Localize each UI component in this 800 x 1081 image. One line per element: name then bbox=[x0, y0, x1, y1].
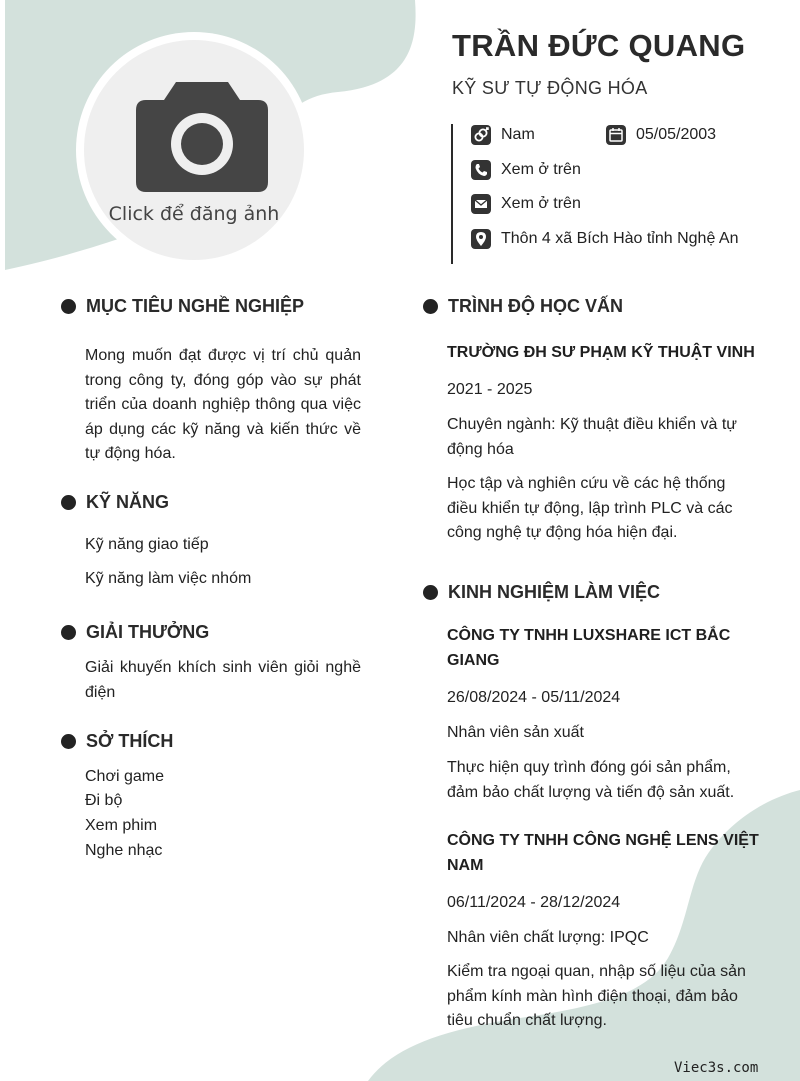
bullet-dot bbox=[61, 299, 76, 314]
award-text: Giải khuyến khích sinh viên giỏi nghề điện bbox=[85, 659, 361, 701]
gender-icon bbox=[471, 125, 491, 145]
objective-heading: MỤC TIÊU NGHỀ NGHIỆP bbox=[86, 296, 305, 316]
job-period: 26/08/2024 - 05/11/2024 bbox=[447, 689, 621, 706]
education-period: 2021 - 2025 bbox=[447, 381, 533, 398]
birthdate-value: 05/05/2003 bbox=[636, 126, 717, 143]
job-role: Nhân viên sản xuất bbox=[447, 724, 584, 741]
bullet-dot bbox=[61, 625, 76, 640]
job-period: 06/11/2024 - 28/12/2024 bbox=[447, 894, 621, 911]
hobby-item: Xem phim bbox=[85, 817, 158, 834]
contact-divider bbox=[451, 124, 453, 264]
objective-section-header bbox=[61, 296, 304, 317]
avatar-upload-label[interactable]: Click để đăng ảnh bbox=[108, 203, 280, 225]
education-major: Chuyên ngành: Kỹ thuật điều khiển và tự động hóa bbox=[447, 416, 738, 458]
contact-address bbox=[471, 229, 738, 249]
hobbies-section-header bbox=[61, 731, 173, 752]
contact-birthdate bbox=[606, 125, 716, 145]
education-section-header bbox=[423, 296, 623, 317]
job-description: Thực hiện quy trình đóng gói sản phẩm, đảm bảo chất lượng và tiến độ sản xuất. bbox=[447, 759, 735, 801]
hobby-item: Nghe nhạc bbox=[85, 842, 163, 859]
avatar[interactable] bbox=[76, 32, 312, 268]
calendar-icon bbox=[606, 125, 626, 145]
experience-heading: KINH NGHIỆM LÀM VIỆC bbox=[448, 582, 661, 602]
skill-item: Kỹ năng giao tiếp bbox=[85, 536, 209, 553]
contact-phone bbox=[471, 160, 581, 180]
bullet-dot bbox=[61, 734, 76, 749]
skill-item: Kỹ năng làm việc nhóm bbox=[85, 570, 252, 587]
awards-section-header bbox=[61, 622, 209, 643]
camera-icon bbox=[136, 78, 268, 194]
school-name: TRƯỜNG ĐH SƯ PHẠM KỸ THUẬT VINH bbox=[447, 344, 755, 361]
candidate-name: TRẦN ĐỨC QUANG bbox=[452, 28, 746, 63]
gender-value: Nam bbox=[501, 126, 535, 143]
hobby-item: Chơi game bbox=[85, 768, 164, 785]
watermark: Viec3s.com bbox=[674, 1060, 759, 1076]
job-title: KỸ SƯ TỰ ĐỘNG HÓA bbox=[452, 78, 648, 98]
email-value: Xem ở trên bbox=[501, 195, 581, 212]
job-role: Nhân viên chất lượng: IPQC bbox=[447, 929, 649, 946]
bullet-dot bbox=[423, 299, 438, 314]
education-description: Học tập và nghiên cứu về các hệ thống điều khiển tự động, lập trình PLC và các công nghệ tự động hóa hiện đại. bbox=[447, 475, 733, 541]
address-value: Thôn 4 xã Bích Hào tỉnh Nghệ An bbox=[501, 230, 739, 247]
phone-icon bbox=[471, 160, 491, 180]
company-name: CÔNG TY TNHH CÔNG NGHỆ LENS VIỆT NAM bbox=[447, 832, 759, 874]
contact-gender bbox=[471, 125, 535, 145]
hobbies-heading: SỞ THÍCH bbox=[86, 731, 174, 751]
phone-value: Xem ở trên bbox=[501, 161, 581, 178]
bullet-dot bbox=[423, 585, 438, 600]
skills-heading: KỸ NĂNG bbox=[86, 492, 170, 512]
hobby-item: Đi bộ bbox=[85, 792, 123, 809]
company-name: CÔNG TY TNHH LUXSHARE ICT BẮC GIANG bbox=[447, 627, 731, 669]
experience-section-header bbox=[423, 582, 660, 603]
job-description: Kiểm tra ngoại quan, nhập số liệu của sản phẩm kính màn hình điện thoại, đảm bảo tiêu chuẩn chất lượng. bbox=[447, 963, 746, 1029]
awards-heading: GIẢI THƯỞNG bbox=[86, 622, 210, 642]
location-pin-icon bbox=[471, 229, 491, 249]
skills-section-header bbox=[61, 492, 169, 513]
email-icon bbox=[471, 194, 491, 214]
contact-email bbox=[471, 194, 581, 214]
education-heading: TRÌNH ĐỘ HỌC VẤN bbox=[448, 296, 623, 316]
bullet-dot bbox=[61, 495, 76, 510]
objective-text: Mong muốn đạt được vị trí chủ quản trong công ty, đóng góp vào sự phát triển của doanh nghiệp thông qua việc áp dụng các kỹ năng và kiến thức về tự động hóa. bbox=[85, 347, 361, 462]
